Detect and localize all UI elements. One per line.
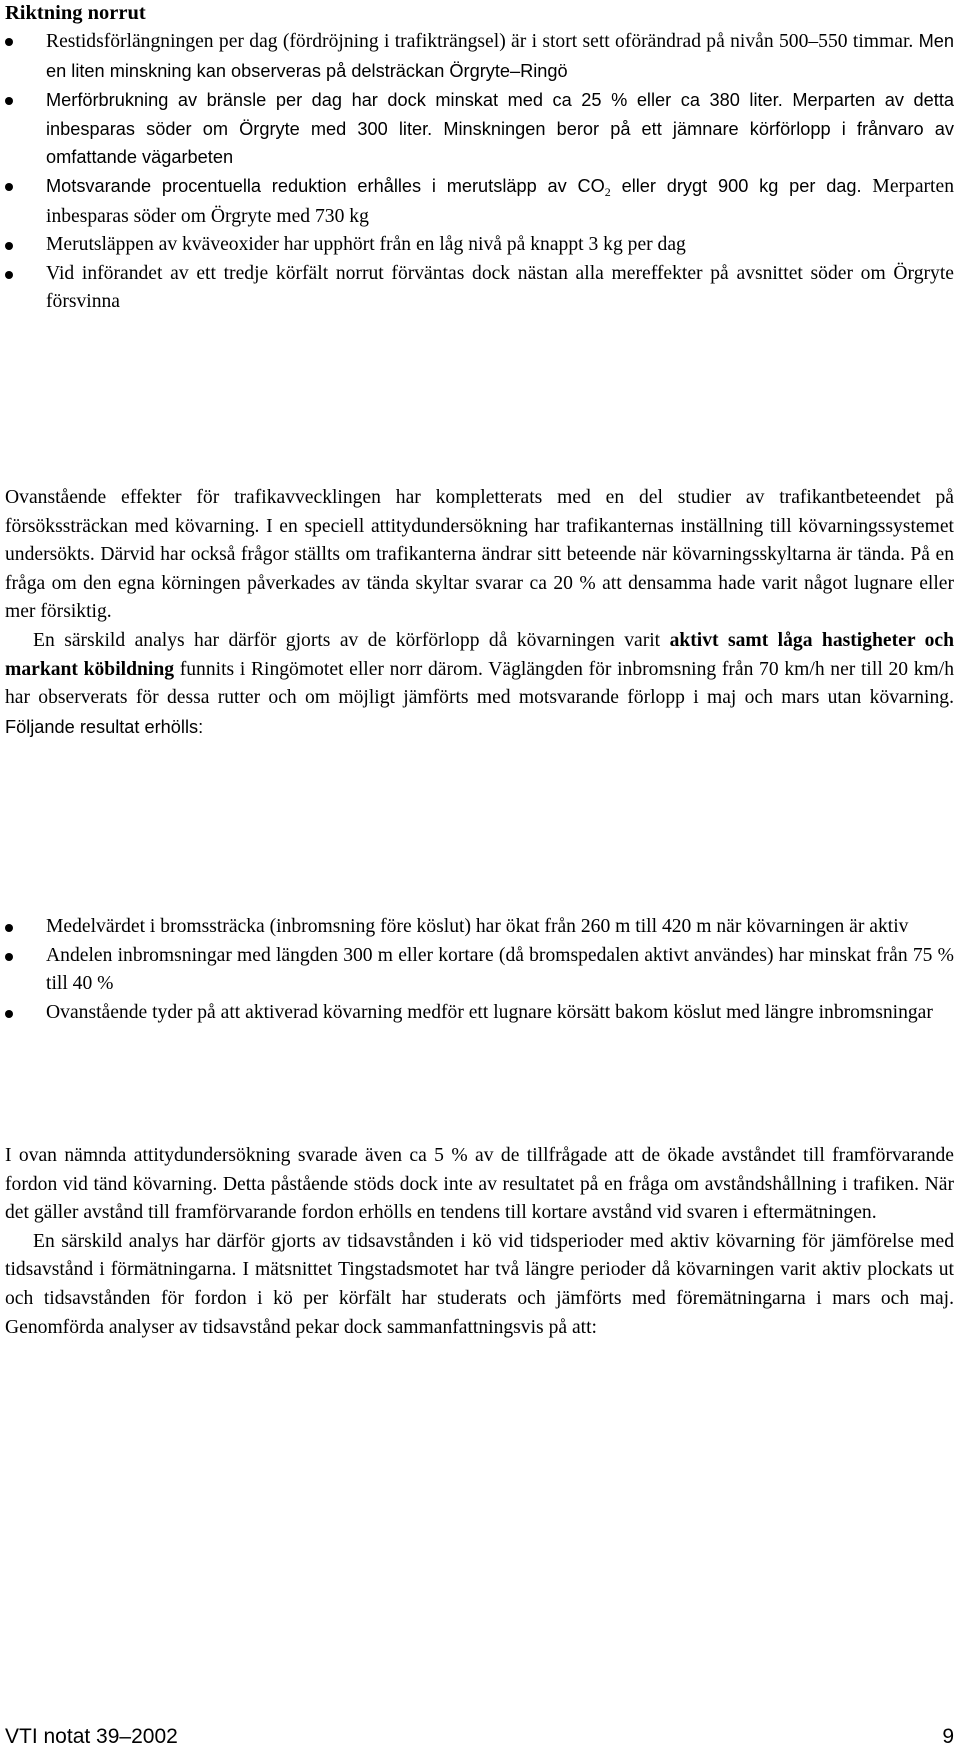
subscript: 2 — [604, 184, 611, 199]
paragraph — [5, 627, 954, 742]
page-number: 9 — [942, 1725, 954, 1748]
list-item-text: Restidsförlängningen per dag (fördröjning i trafikträngsel) är i stort sett oförändrad på nivån 500–550 timmar. — [46, 31, 919, 52]
paragraph: Ovanstående effekter för trafikavvecklingen har kompletterats med en del studier av trafikantbeteendet på försökssträckan med kövarning. I en speciell attitydundersökning har trafikanternas inställning till kövarningssystemet undersökts. Därvid har också frågor ställts om trafikanterna ändrar sitt beteende när kövarningsskyltarna är tända. På en fråga om den egna körningen påverkades av tända skyltar svarar ca 20 % att densamma hade varit något lugnare eller mer försiktig. — [5, 487, 954, 623]
findings-list — [5, 27, 954, 317]
bullet-icon — [5, 924, 13, 932]
paragraph-text: Följande resultat erhölls: — [5, 716, 204, 737]
bullet-icon — [5, 183, 13, 191]
findings-list-block — [5, 27, 954, 317]
list-item — [5, 942, 954, 999]
closing-paragraphs — [5, 1142, 954, 1342]
bullet-icon — [5, 953, 13, 961]
paragraph: I ovan nämnda attitydundersökning svarade även ca 5 % av de tillfrågade att de ökade avståndet till framförvarande fordon vid tänd kövarning. Detta påstående stöds dock inte av resultatet på en fråga om avståndshållning i trafiken. När det gäller avstånd till framförvarande fordon erhölls en tendens till kortare avstånd vid svaren i eftermätningen. — [5, 1145, 954, 1224]
list-item — [5, 260, 954, 317]
list-item-text: Merparten inbesparas söder om Örgryte med 730 kg — [46, 175, 954, 227]
list-item — [5, 999, 954, 1028]
list-item — [5, 913, 954, 942]
bullet-icon — [5, 242, 13, 250]
list-item-text: Motsvarande procentuella reduktion erhålles i merutsläpp av CO — [46, 175, 605, 196]
list-item-text: Merparten av detta inbesparas söder om Örgryte med 300 liter. Minskningen beror på ett jämnare körförlopp i frånvaro av omfattande vägarbeten — [46, 90, 954, 168]
page-footer — [5, 1723, 954, 1751]
list-item — [5, 27, 954, 86]
bullet-icon — [5, 38, 13, 46]
list-item-text: eller drygt 900 kg per dag. — [610, 175, 873, 196]
list-item-text: Vid införandet av ett tredje körfält norrut förväntas dock nästan alla mereffekter på avsnittet söder om Örgryte försvinna — [46, 262, 954, 313]
paragraph-text: En särskild analys har därför gjorts av de körförlopp då kövarningen varit — [33, 629, 670, 651]
list-item — [5, 172, 954, 231]
list-item-text: Andelen inbromsningar med längden 300 m eller kortare (då bromspedalen aktivt användes) har minskat från 75 % till 40 % — [46, 944, 954, 995]
paragraph: En särskild analys har därför gjorts av tidsavstånden i kö vid tidsperioder med aktiv kövarning för jämförelse med tidsavstånd i förmätningarna. I mätsnittet Tingstadsmotet har två längre perioder då kövarningen varit aktiv plockats ut och tidsavstånden för fordon i kö per körfält har studerats och jämförts med föremätningarna i mars och maj. Genomförda analyser av tidsavstånd pekar dock sammanfattningsvis på att: — [5, 1230, 954, 1338]
list-item-text: Men en liten minskning kan observeras på delsträckan Örgryte–Ringö — [46, 31, 954, 81]
list-item — [5, 86, 954, 172]
results-list — [5, 913, 954, 1027]
bullet-icon — [5, 1010, 13, 1018]
body-paragraphs — [5, 484, 954, 742]
paragraph-text: funnits i Ringömotet eller norr därom. Väglängden för inbromsning från 70 km/h ner till 20 km/h har observerats för dessa rutter och om möjligt jämförts med motsvarande förlopp i maj och mars utan kövarning. — [5, 658, 954, 709]
results-list-block — [5, 913, 954, 1027]
list-item-text: Medelvärdet i bromssträcka (inbromsning före köslut) har ökat från 260 m till 420 m när kövarningen är aktiv — [46, 916, 909, 937]
bullet-icon — [5, 271, 13, 279]
bullet-icon — [5, 97, 13, 105]
list-item-text: Merförbrukning av bränsle per dag har dock minskat med ca 25 % eller ca 380 liter. — [46, 90, 793, 111]
report-id: VTI notat 39–2002 — [5, 1725, 178, 1748]
list-item-text: Merutsläppen av kväveoxider har upphört från en låg nivå på knappt 3 kg per dag — [46, 234, 686, 256]
list-item-text: Ovanstående tyder på att aktiverad kövarning medför ett lugnare körsätt bakom köslut med längre inbromsningar — [46, 1001, 933, 1023]
emphasis-text: aktivt samt låga hastigheter och markant köbildning — [5, 629, 954, 680]
list-item — [5, 231, 954, 260]
section-heading: Riktning norrut — [5, 2, 146, 24]
